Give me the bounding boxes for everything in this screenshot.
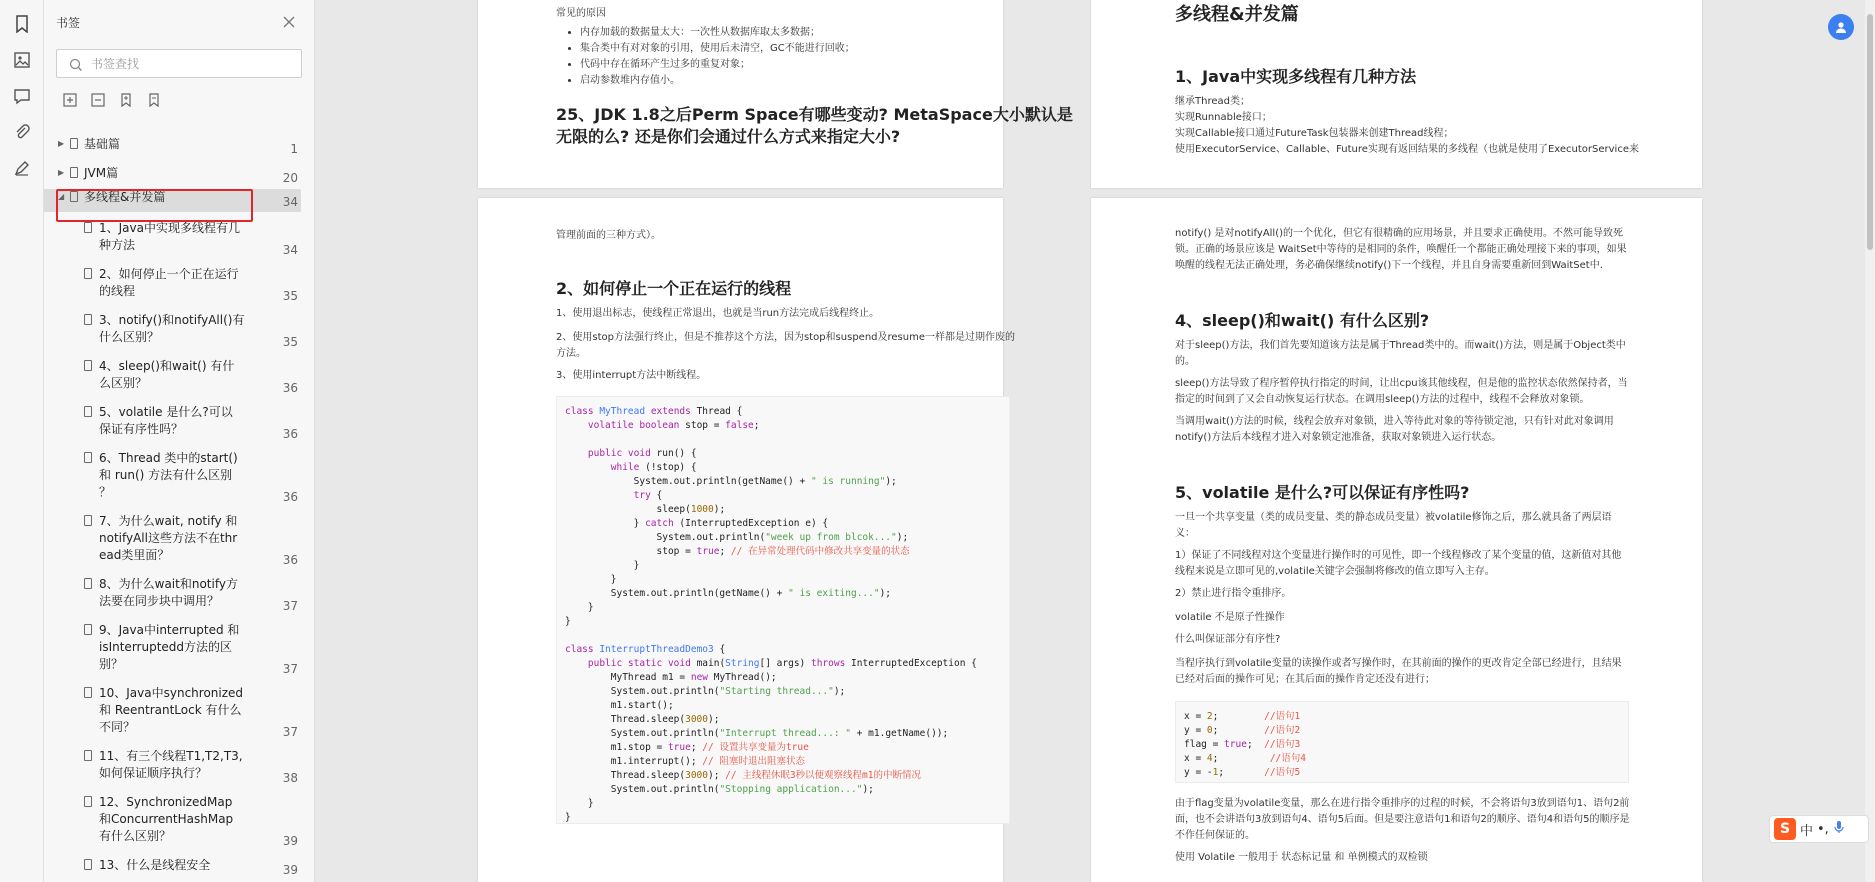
- section-heading: 25、JDK 1.8之后Perm Space有哪些变动? MetaSpace大小默认是: [556, 105, 1073, 124]
- document-scrollbar[interactable]: [1865, 0, 1875, 882]
- bookmark-icon: [84, 750, 92, 761]
- bookmark-item[interactable]: [44, 266, 301, 306]
- text-line: 面，也不会讲语句3放到语句4、语句5后面。但是要注意语句1和语句2的顺序、语句4和语句5的顺序是: [1175, 814, 1630, 825]
- attachment-icon[interactable]: [10, 120, 34, 144]
- code-line: Thread.sleep(3000); // 主线程休眠3秒以便观察线程m1的中断情况: [565, 770, 921, 781]
- bookmark-search-input[interactable]: [91, 54, 291, 74]
- code-block: [556, 396, 1010, 824]
- panel-title: 书签: [56, 16, 81, 30]
- code-line: } catch (InterruptedException e) {: [565, 518, 829, 529]
- code-line: System.out.println(getName() + " is exiting...");: [565, 588, 892, 599]
- text-line: 1）保证了不同线程对这个变量进行操作时的可见性，即一个线程修改了某个变量的值，这新值对其他: [1175, 550, 1622, 561]
- bookmark-page-number: 39: [282, 834, 298, 848]
- text-line: 锁。正确的场景应该是 WaitSet中等待的是相同的条件，唤醒任一个都能正确处理接下来的事项，如果: [1175, 244, 1627, 255]
- code-line: System.out.println("Stopping application...");: [565, 784, 874, 795]
- section-heading: 2、如何停止一个正在运行的线程: [556, 279, 792, 298]
- page-right-bottom: [1091, 198, 1702, 882]
- text-line: 继承Thread类；: [1175, 96, 1250, 107]
- bookmark-label: 4、sleep()和wait() 有什 么区别？: [99, 359, 235, 390]
- bookmark-page-number: 37: [282, 725, 298, 739]
- text-line: 线程来说是立即可见的,volatile关键字会强制将修改的值立即写入主存。: [1175, 566, 1495, 577]
- bookmark-page-number: 35: [282, 289, 298, 303]
- bookmark-page-number: 36: [282, 490, 298, 504]
- code-line: m1.stop = true; // 设置共享变量为true: [565, 742, 809, 753]
- bookmark-label: 10、Java中synchronized 和 ReentrantLock 有什么 不同？: [99, 686, 244, 734]
- code-line: System.out.println("week up from blcok...");: [565, 532, 909, 543]
- code-line: [565, 433, 1001, 447]
- bookmark-icon: [84, 578, 92, 589]
- page-left-bottom: [478, 198, 1015, 882]
- code-line: volatile boolean stop = false;: [587, 420, 760, 431]
- code-line: }: [565, 574, 617, 585]
- collapse-all-icon[interactable]: [90, 92, 106, 108]
- bookmark-page-number: 36: [282, 553, 298, 567]
- bookmark-label: 12、SynchronizedMap 和ConcurrentHashMap 有什么区别？: [99, 795, 234, 843]
- text-line: 管理前面的三种方式）。: [556, 230, 661, 241]
- bookmark-item[interactable]: [44, 622, 301, 679]
- bookmark-item[interactable]: [44, 312, 301, 352]
- bookmark-label: 11、有三个线程T1,T2,T3, 如何保证顺序执行？: [99, 749, 243, 780]
- bookmark-icon: [70, 138, 78, 149]
- bookmark-page-number: 35: [282, 335, 298, 349]
- expand-all-icon[interactable]: [62, 92, 78, 108]
- code-line: y = -1; //语句5: [1184, 767, 1301, 778]
- text-line: 使用ExecutorService、Callable、Future实现有返回结果的多线程（也就是使用了ExecutorService来: [1175, 144, 1639, 155]
- text-line: sleep()方法导致了程序暂停执行指定的时间，让出cpu该其他线程，但是他的监控状态依然保持者，当: [1175, 378, 1628, 389]
- text-line: 3、使用interrupt方法中断线程。: [556, 370, 707, 381]
- bookmark-label: 2、如何停止一个正在运行 的线程: [99, 267, 239, 298]
- thumbnail-icon[interactable]: [10, 48, 34, 72]
- text-line: 的。: [1175, 356, 1195, 367]
- bookmark-item[interactable]: [44, 404, 301, 444]
- code-line: flag = true; //语句3: [1184, 739, 1301, 750]
- search-icon: [69, 57, 83, 76]
- signature-icon[interactable]: [10, 156, 34, 180]
- bookmark-icon: [84, 452, 92, 463]
- bookmark-page-number: 37: [282, 662, 298, 676]
- section-heading: 1、Java中实现多线程有几种方法: [1175, 67, 1417, 86]
- bookmark-icon: [84, 515, 92, 526]
- bookmark-icon: [84, 624, 92, 635]
- bookmark-page-number: 20: [282, 171, 298, 185]
- bookmark-label: 6、Thread 类中的start() 和 run() 方法有什么区别 ？: [99, 451, 238, 499]
- code-line: }: [565, 560, 640, 571]
- text-line: 唤醒的线程无法正确处理，务必确保继续notify()下一个线程，并且自身需要重新回到WaitSet中.: [1175, 260, 1603, 271]
- selection-highlight-box: [56, 189, 253, 222]
- code-line: y = 0; //语句2: [1184, 725, 1301, 736]
- text-line: 义：: [1175, 528, 1195, 539]
- bookmark-icon: [84, 687, 92, 698]
- bookmark-page-number: 1: [290, 142, 298, 156]
- page-left-top: [478, 0, 1073, 188]
- bookmark-icon: [84, 268, 92, 279]
- bookmark-item[interactable]: [44, 450, 301, 507]
- bookmark-page-number: 34: [282, 195, 298, 209]
- bookmark-search-box: [56, 49, 302, 78]
- bookmark-label: 1、Java中实现多线程有几 种方法: [99, 221, 240, 252]
- user-avatar-button[interactable]: [1828, 14, 1854, 40]
- text-line: 不作任何保证的。: [1175, 830, 1255, 841]
- document-view: [315, 0, 1875, 882]
- bookmark-label: JVM篇: [84, 166, 119, 180]
- page-right-top: [1091, 0, 1702, 188]
- chapter-title: 多线程&并发篇: [1175, 4, 1299, 25]
- bookmark-icon: [84, 360, 92, 371]
- bookmark-item[interactable]: [44, 136, 301, 159]
- bookmark-icon: [84, 859, 92, 870]
- code-line: public void run() {: [587, 448, 697, 459]
- text-line: 实现Runnable接口；: [1175, 112, 1272, 123]
- bookmark-label: 13、什么是线程安全: [99, 858, 211, 872]
- code-line: }: [565, 812, 571, 823]
- bookmark-item[interactable]: [44, 794, 301, 851]
- bookmark-label: 多线程&并发篇: [84, 190, 166, 204]
- text-line: 什么叫保证部分有序性?: [1175, 634, 1281, 645]
- code-block: [1175, 701, 1629, 783]
- text-line: 使用 Volatile 一般用于 状态标记量 和 单例模式的双检锁: [1175, 852, 1428, 863]
- code-line: System.out.println(getName() + " is running");: [565, 476, 897, 487]
- bookmark-icon: [84, 796, 92, 807]
- code-line: public static void main(String[] args) throws InterruptedException {: [587, 658, 977, 669]
- chevron-right-icon[interactable]: ▶: [58, 139, 65, 148]
- text-line: notify()方法后本线程才进入对象锁定池准备，获取对象锁进入运行状态。: [1175, 432, 1502, 443]
- text-line: 指定的时间到了又会自动恢复运行状态。在调用sleep()方法的过程中，线程不会释放对象锁。: [1175, 394, 1590, 405]
- bookmark-label: 基础篇: [84, 137, 121, 151]
- text-line: 当调用wait()方法的时候，线程会放弃对象锁，进入等待此对象的等待锁定池，只有针对此对象调用: [1175, 416, 1614, 427]
- bookmark-page-number: 34: [282, 243, 298, 257]
- section-heading: 4、sleep()和wait() 有什么区别?: [1175, 311, 1430, 330]
- code-line: }: [565, 616, 571, 627]
- bookmark-icon: [84, 406, 92, 417]
- add-bookmark-icon[interactable]: [118, 92, 134, 108]
- code-line: MyThread m1 = new MyThread();: [565, 672, 777, 683]
- code-line: x = 4; //语句4: [1184, 753, 1306, 764]
- bookmark-label: 3、notify()和notifyAll()有 什么区别？: [99, 313, 245, 344]
- bookmark-item[interactable]: [44, 165, 301, 188]
- code-line: System.out.println("Starting thread...");: [565, 686, 846, 697]
- ime-toolbar[interactable]: [1769, 815, 1869, 843]
- code-line: [565, 629, 1001, 643]
- text-line: 2）禁止进行指令重排序。: [1175, 588, 1292, 599]
- bookmark-item[interactable]: [44, 748, 301, 788]
- bookmark-icon: [70, 167, 78, 178]
- bookmark-item[interactable]: [44, 358, 301, 398]
- bookmark-icon: [84, 222, 92, 233]
- text-line: volatile 不是原子性操作: [1175, 612, 1285, 623]
- list-item: • 启动参数堆内存值小。: [580, 73, 855, 89]
- code-line: m1.interrupt(); // 阻塞时退出阻塞状态: [565, 756, 805, 767]
- code-line: stop = true; // 在异常处理代码中修改共享变量的状态: [565, 546, 910, 557]
- ime-mode[interactable]: 中: [1800, 823, 1814, 839]
- bookmark-page-number: 37: [282, 599, 298, 613]
- bookmark-page-number: 36: [282, 427, 298, 441]
- section-heading: 无限的么? 还是你们会通过什么方式来指定大小?: [556, 127, 901, 146]
- bookmark-item[interactable]: [44, 857, 301, 880]
- bookmark-panel-icon[interactable]: [10, 12, 34, 36]
- bookmark-panel: [44, 0, 315, 882]
- bookmark-page-number: 36: [282, 381, 298, 395]
- bookmark-item[interactable]: [44, 513, 301, 570]
- left-icon-rail: [0, 0, 44, 882]
- text-line: 1、使用退出标志，使线程正常退出，也就是当run方法完成后线程终止。: [556, 308, 880, 319]
- text-line: 由于flag变量为volatile变量，那么在进行指令重排序的过程的时候，不会将语句3放到语句1、语句2前: [1175, 798, 1630, 809]
- comment-icon[interactable]: [10, 84, 34, 108]
- code-line: }: [565, 602, 594, 613]
- microphone-icon[interactable]: [1833, 820, 1845, 838]
- text-line: 对于sleep()方法，我们首先要知道该方法是属于Thread类中的。而wait()方法，则是属于Object类中: [1175, 340, 1626, 351]
- text-line: 2、使用stop方法强行终止，但是不推荐这个方法，因为stop和suspend及resume一样都是过期作废的: [556, 332, 1015, 343]
- section-heading: 5、volatile 是什么?可以保证有序性吗?: [1175, 483, 1470, 502]
- code-line: System.out.println("Interrupt thread...: " + m1.getName());: [565, 728, 949, 739]
- code-line: }: [565, 798, 594, 809]
- close-icon[interactable]: [282, 14, 298, 30]
- list-item: • 代码中存在循环产生过多的重复对象；: [580, 57, 855, 73]
- bookmark-item[interactable]: [44, 220, 301, 260]
- text-line: notify() 是对notifyAll()的一个优化，但它有很精确的应用场景，并且要求正确使用。不然可能导致死: [1175, 228, 1624, 239]
- bookmark-label: 8、为什么wait和notify方 法要在同步块中调用？: [99, 577, 238, 608]
- code-line: while (!stop) {: [610, 462, 697, 473]
- code-line: x = 2; //语句1: [1184, 711, 1301, 722]
- code-line: try {: [633, 490, 663, 501]
- delete-bookmark-icon[interactable]: [146, 92, 162, 108]
- list-item: • 集合类中有对对象的引用，使用后未清空，GC不能进行回收；: [580, 41, 855, 57]
- code-line: Thread.sleep(3000);: [565, 714, 720, 725]
- chevron-right-icon[interactable]: ▶: [58, 168, 65, 177]
- text-line: 已经对后面的操作可见；在其后面的操作肯定还没有进行；: [1175, 674, 1435, 685]
- text-line: 方法。: [556, 348, 586, 359]
- chevron-down-icon[interactable]: ◢: [58, 192, 65, 201]
- bookmark-tree: [44, 126, 301, 882]
- code-line: class MyThread extends Thread {: [565, 406, 743, 417]
- text-line: 常见的原因: [556, 8, 606, 19]
- scrollbar-thumb[interactable]: [1867, 14, 1873, 250]
- bookmark-page-number: 38: [282, 771, 298, 785]
- code-line: m1.start();: [565, 700, 674, 711]
- bookmark-label: 5、volatile 是什么?可以 保证有序性吗？: [99, 405, 233, 436]
- bullet-list: [564, 25, 855, 89]
- text-line: 一旦一个共享变量（类的成员变量、类的静态成员变量）被volatile修饰之后，那么就具备了两层语: [1175, 512, 1612, 523]
- list-item: • 内存加载的数据量太大：一次性从数据库取太多数据；: [580, 25, 855, 41]
- sogou-logo-icon: S: [1774, 818, 1796, 840]
- code-line: class InterruptThreadDemo3 {: [565, 644, 726, 655]
- bookmark-item[interactable]: [44, 576, 301, 616]
- bookmark-page-number: 39: [282, 863, 298, 877]
- bookmark-label: 7、为什么wait, notify 和 notifyAll这些方法不在thr ead类里面？: [99, 514, 238, 562]
- text-line: 当程序执行到volatile变量的读操作或者写操作时，在其前面的操作的更改肯定全部已经进行，且结果: [1175, 658, 1622, 669]
- bookmark-label: 9、Java中interrupted 和 isInterruptedd方法的区 别？: [99, 623, 240, 671]
- text-line: 实现Callable接口通过FutureTask包装器来创建Thread线程；: [1175, 128, 1454, 139]
- code-line: sleep(1000);: [565, 504, 726, 515]
- ime-punct[interactable]: •,: [1817, 821, 1829, 837]
- bookmark-item[interactable]: [44, 685, 301, 742]
- bookmark-icon: [84, 314, 92, 325]
